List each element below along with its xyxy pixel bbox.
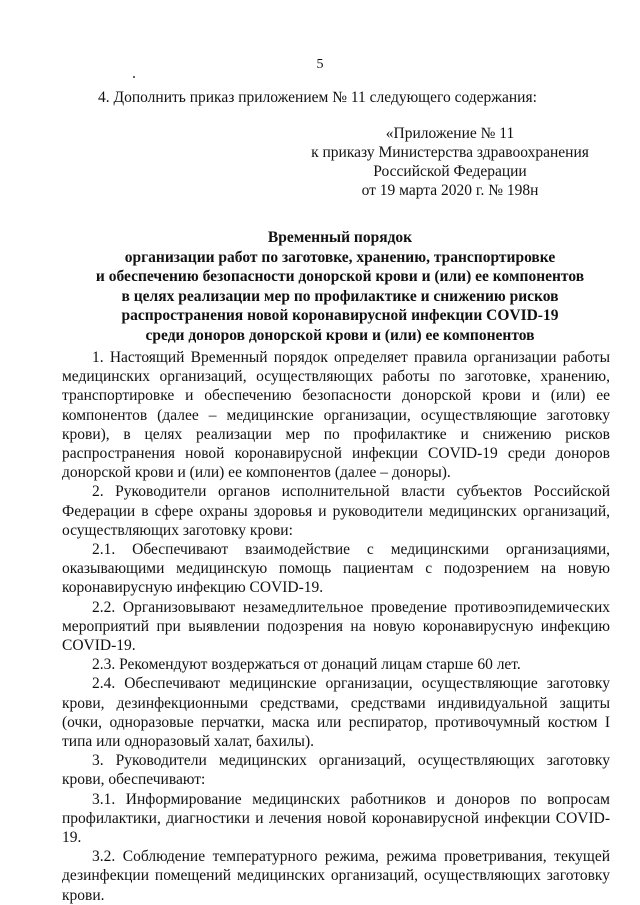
title-line: в целях реализации мер по профилактике и снижению рисков	[121, 287, 559, 305]
title-line: организации работ по заготовке, хранению, транспортировке	[124, 248, 556, 266]
page-number: 5	[316, 57, 324, 72]
paragraph-2-2: 2.2. Организовывают незамедлительное проведение противоэпидемических мероприятий при выявлении подозрения на новую коронавирусную инфекцию COVID-19.	[62, 598, 610, 655]
document-title	[60, 228, 620, 345]
appendix-line: к приказу Министерства здравоохранения	[311, 144, 589, 161]
appendix-line: «Приложение № 11	[385, 125, 515, 142]
title-line: среди доноров донорской крови и (или) ее компонентов	[145, 326, 535, 344]
title-line: Временный порядок	[267, 229, 413, 246]
paragraph-2: 2. Руководители органов исполнительной власти субъектов Российской Федерации в сфере охраны здоровья и руководители медицинских организаций, осуществляющих заготовку крови:	[62, 483, 610, 539]
paragraph-2-1: 2.1. Обеспечивают взаимодействие с медицинскими организациями, оказывающими медицинскую помощь пациентам с подозрением на новую коронавирусную инфекцию COVID-19.	[62, 541, 610, 597]
appendix-line: от 19 марта 2020 г. № 198н	[361, 182, 539, 199]
scan-speck	[133, 76, 135, 78]
paragraph-2-3: 2.3. Рекомендуют воздержаться от донаций лицам старше 60 лет.	[92, 656, 521, 674]
paragraph-3-1: 3.1. Информирование медицинских работников и доноров по вопросам профилактики, диагностики и лечения новой коронавирусной инфекции COVID-19.	[62, 790, 610, 847]
appendix-line: Российской Федерации	[373, 163, 527, 180]
intro-line: 4. Дополнить приказ приложением № 11 следующего содержания:	[98, 89, 537, 106]
paragraph-3-2: 3.2. Соблюдение температурного режима, режима проветривания, текущей дезинфекции помещений медицинских организаций, осуществляющих заготовку крови.	[62, 848, 610, 904]
title-line: и обеспечению безопасности донорской крови и (или) ее компонентов	[95, 268, 585, 285]
title-line: распространения новой коронавирусной инфекции COVID-19	[121, 307, 559, 324]
paragraph-3: 3. Руководители медицинских организаций, осуществляющих заготовку крови, обеспечивают:	[62, 752, 610, 789]
appendix-header	[290, 124, 610, 200]
paragraph-1: 1. Настоящий Временный порядок определяет правила организации работы медицинских организаций, осуществляющих работы по заготовке, хранению, транспортировке и обеспечению безопасности донорской крови и (или) ее компонентов (далее – медицинские организации, осуществляющие заготовку крови), в целях реализации мер по профилактике и снижению рисков распространения новой коронавирусной инфекции COVID-19 среди доноров донорской крови и (или) ее компонентов (далее – доноры).	[62, 349, 610, 482]
paragraph-2-4: 2.4. Обеспечивают медицинские организации, осуществляющие заготовку крови, дезинфекционными средствами, средствами индивидуальной защиты (очки, одноразовые перчатки, маска или респиратор, противочумный костюм I типа или одноразовый халат, бахилы).	[62, 675, 610, 751]
document-body	[62, 348, 610, 905]
